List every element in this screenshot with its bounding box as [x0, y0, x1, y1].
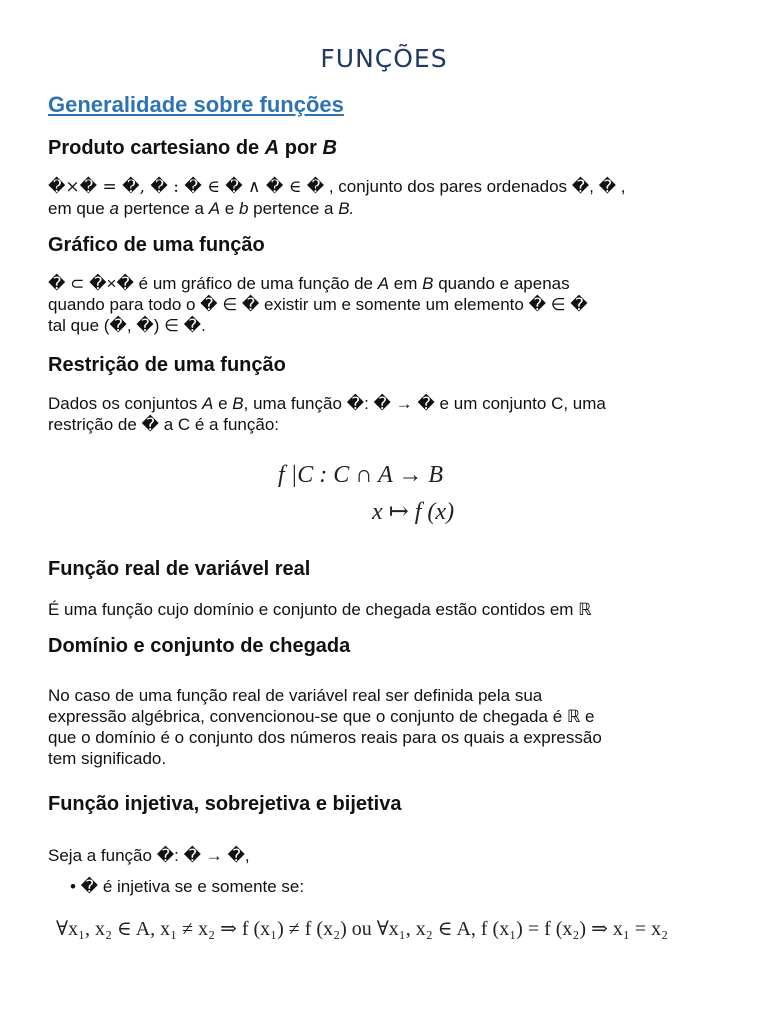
heading-dominio: Domínio e conjunto de chegada	[48, 635, 351, 657]
heading-restricao: Restrição de uma função	[48, 354, 286, 376]
paragraph-line: tem significado.	[48, 749, 167, 768]
text-run: pertence a	[118, 199, 209, 218]
paragraph-line	[48, 273, 728, 294]
text-run: B.	[338, 199, 355, 218]
section-link-generalidade[interactable]: Generalidade sobre funções	[48, 92, 344, 117]
paragraph-line	[48, 198, 728, 219]
text-run: A	[208, 199, 221, 218]
text-run: , conjunto dos pares ordenados �, � ,	[324, 177, 626, 196]
paragraph-grafico	[48, 273, 728, 336]
text-run: em	[389, 274, 423, 293]
text-run: B	[232, 394, 244, 413]
paragraph-injetiva-intro	[48, 845, 728, 866]
text-run: e	[213, 394, 233, 413]
paragraph-restricao	[48, 393, 728, 435]
paragraph-line: quando para todo o � ∈ � existir um e somente um elemento � ∈ �	[48, 295, 588, 314]
paragraph-line: tal que (�, �) ∈ �.	[48, 316, 206, 335]
heading-produto-cartesiano	[48, 137, 337, 160]
text-run: é um gráfico de uma função de	[133, 274, 378, 293]
math-expression: �×� = �, � : � ∈ � ∧ � ∈ �	[48, 177, 325, 197]
restriction-formula-line-2: x ↦ f (x)	[372, 499, 455, 525]
heading-funcao-real: Função real de variável real	[48, 558, 311, 580]
heading-text: Produto cartesiano de	[48, 137, 265, 159]
heading-injetiva: Função injetiva, sobrejetiva e bijetiva	[48, 793, 402, 815]
paragraph-line	[48, 393, 728, 414]
list-item-injetiva: • � é injetiva se e somente se:	[70, 877, 305, 896]
text-run: quando e apenas	[433, 274, 570, 293]
text-run: b	[238, 199, 249, 218]
paragraph-line: restrição de � a C é a função:	[48, 415, 279, 434]
math-expression: � ⊂ �×�	[48, 274, 134, 293]
paragraph-funcao-real	[48, 599, 728, 620]
text-run: pertence a	[248, 199, 339, 218]
paragraph-line	[48, 176, 728, 198]
text-run: B	[422, 274, 434, 293]
text-run: A	[377, 274, 390, 293]
text-run: Dados os conjuntos	[48, 394, 203, 413]
paragraph-produto	[48, 176, 728, 219]
text-run: em que	[48, 199, 110, 218]
paragraph-line: No caso de uma função real de variável real ser definida pela sua	[48, 686, 543, 705]
paragraph-dominio	[48, 685, 728, 769]
paragraph-line: Seja a função �: � → �,	[48, 846, 250, 865]
heading-set-b: B	[322, 137, 337, 159]
restriction-formula-line-1: f |C : C ∩ A → B	[278, 462, 444, 488]
text-run: , uma função �: � → � e um conjunto C, uma	[243, 394, 606, 413]
paragraph-line: É uma função cujo domínio e conjunto de chegada estão contidos em ℝ	[48, 600, 592, 619]
paragraph-line: que o domínio é o conjunto dos números reais para os quais a expressão	[48, 728, 602, 747]
heading-grafico: Gráfico de uma função	[48, 234, 265, 256]
paragraph-line: expressão algébrica, convencionou-se que o conjunto de chegada é ℝ e	[48, 707, 595, 726]
text-run: A	[202, 394, 214, 413]
text-run: a	[109, 199, 119, 218]
heading-text: por	[279, 137, 323, 159]
page-title: FUNÇÕES	[320, 44, 448, 73]
injective-formula: ∀x₁, x₂ ∈ A, x₁ ≠ x₂ ⇒ f (x₁) ≠ f (x₂) ou ∀x₁, x₂ ∈ A, f (x₁) = f (x₂) ⇒ x₁ = x₂	[56, 918, 669, 940]
text-run: e	[220, 199, 239, 218]
heading-set-a: A	[264, 137, 280, 159]
